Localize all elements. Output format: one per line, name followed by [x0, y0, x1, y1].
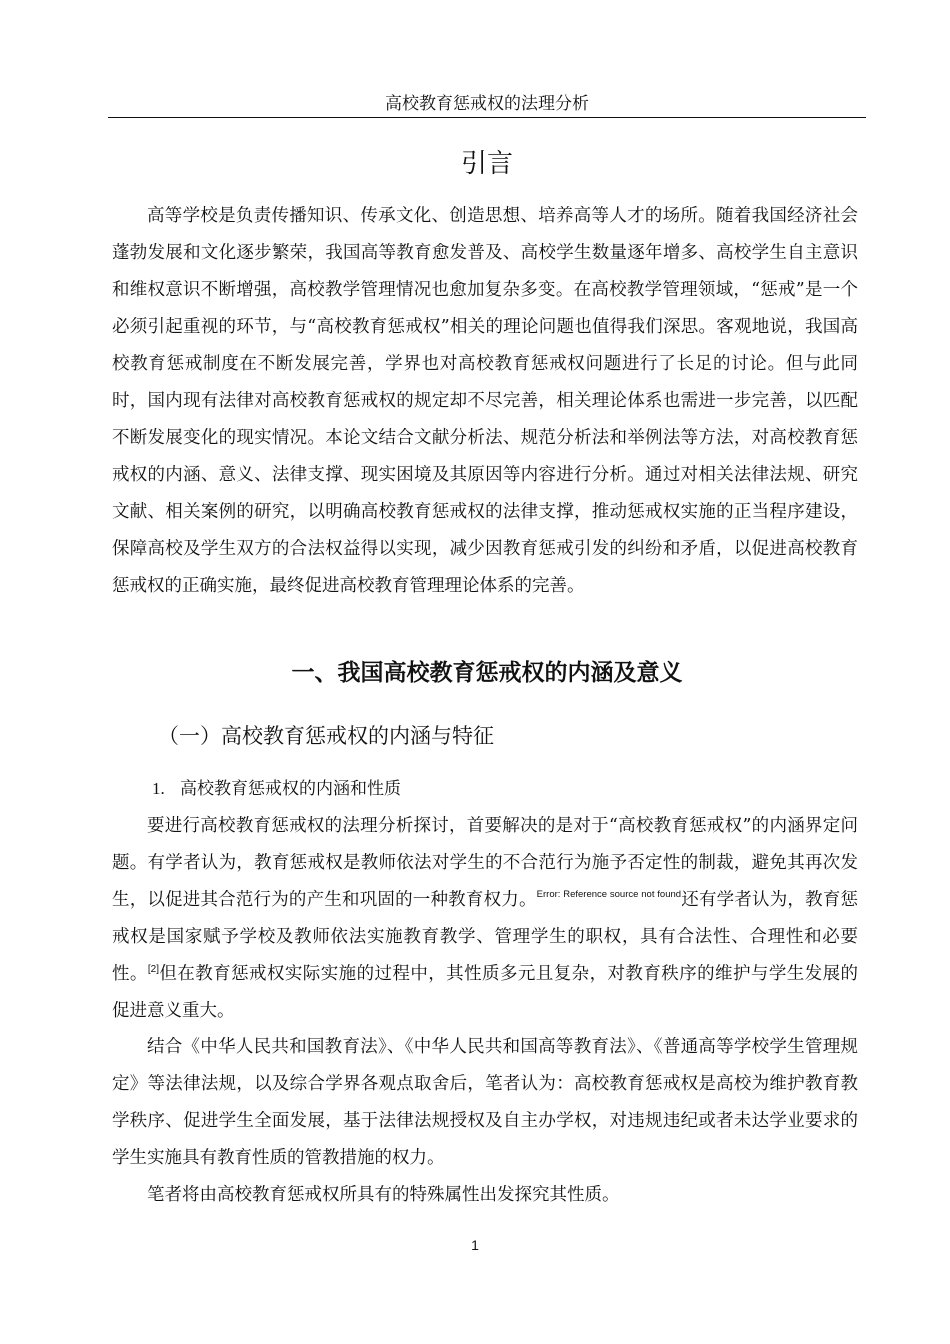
reference-marker: [2] [147, 964, 159, 975]
header-rule [108, 117, 866, 118]
para1-text-c: 但在教育惩戒权实际实施的过程中，其性质多元且复杂，对教育秩序的维护与学生发展的促进意义重大。 [112, 964, 859, 1021]
para1-text-b: 还有学者认为，教育惩戒权是国家赋予学校及教师依法实施教育教学、管理学生的职权，具有合法性、合理性和必要性。 [112, 890, 859, 984]
page-number: 1 [471, 1237, 479, 1253]
running-header: 高校教育惩戒权的法理分析 [385, 94, 589, 114]
para1-text-a: 要进行高校教育惩戒权的法理分析探讨，首要解决的是对于“高校教育惩戒权”的内涵界定问题。有学者认为，教育惩戒权是教师依法对学生的不合范行为施予否定性的制裁，避免其再次发生，以促进其合范行为的产生和巩固的一种教育权力。 [112, 816, 858, 910]
chapter-heading: 一、我国高校教育惩戒权的内涵及意义 [291, 660, 683, 686]
body-paragraph-2: 结合《中华人民共和国教育法》、《中华人民共和国高等教育法》、《普通高等学校学生管理规定》等法律法规，以及综合学界各观点取舍后，笔者认为：高校教育惩戒权是高校为维护教育教学秩序、促进学生全面发展，基于法律法规授权及自主办学权，对违规违纪或者未达学业要求的学生实施具有教育性质的管教措施的权力。 [112, 1037, 858, 1168]
intro-title: 引言 [460, 149, 513, 179]
subsection-heading [152, 777, 401, 801]
broken-reference: Error: Reference source not found [536, 889, 682, 900]
body-paragraph-1 [112, 808, 858, 1030]
body-paragraph-3: 笔者将由高校教育惩戒权所具有的特殊属性出发探究其性质。 [147, 1185, 620, 1205]
subsection-number: 1. [152, 779, 165, 798]
subsection-title: 高校教育惩戒权的内涵和性质 [180, 779, 401, 799]
section-heading: （一）高校教育惩戒权的内涵与特征 [158, 724, 494, 748]
intro-paragraph: 高等学校是负责传播知识、传承文化、创造思想、培养高等人才的场所。随着我国经济社会蓬勃发展和文化逐步繁荣，我国高等教育愈发普及、高校学生数量逐年增多、高校学生自主意识和维权意识不断增强，高校教学管理情况也愈加复杂多变。在高校教学管理领域，“惩戒”是一个必须引起重视的环节，与“高校教育惩戒权”相关的理论问题也值得我们深思。客观地说，我国高校教育惩戒制度在不断发展完善，学界也对高校教育惩戒权问题进行了长足的讨论。但与此同时，国内现有法律对高校教育惩戒权的规定却不尽完善，相关理论体系也需进一步完善，以匹配不断发展变化的现实情况。本论文结合文献分析法、规范分析法和举例法等方法，对高校教育惩戒权的内涵、意义、法律支撑、现实困境及其原因等内容进行分析。通过对相关法律法规、研究文献、相关案例的研究，以明确高校教育惩戒权的法律支撑，推动惩戒权实施的正当程序建设，保障高校及学生双方的合法权益得以实现，减少因教育惩戒引发的纠纷和矛盾，以促进高校教育惩戒权的正确实施，最终促进高校教育管理理论体系的完善。 [112, 206, 858, 596]
